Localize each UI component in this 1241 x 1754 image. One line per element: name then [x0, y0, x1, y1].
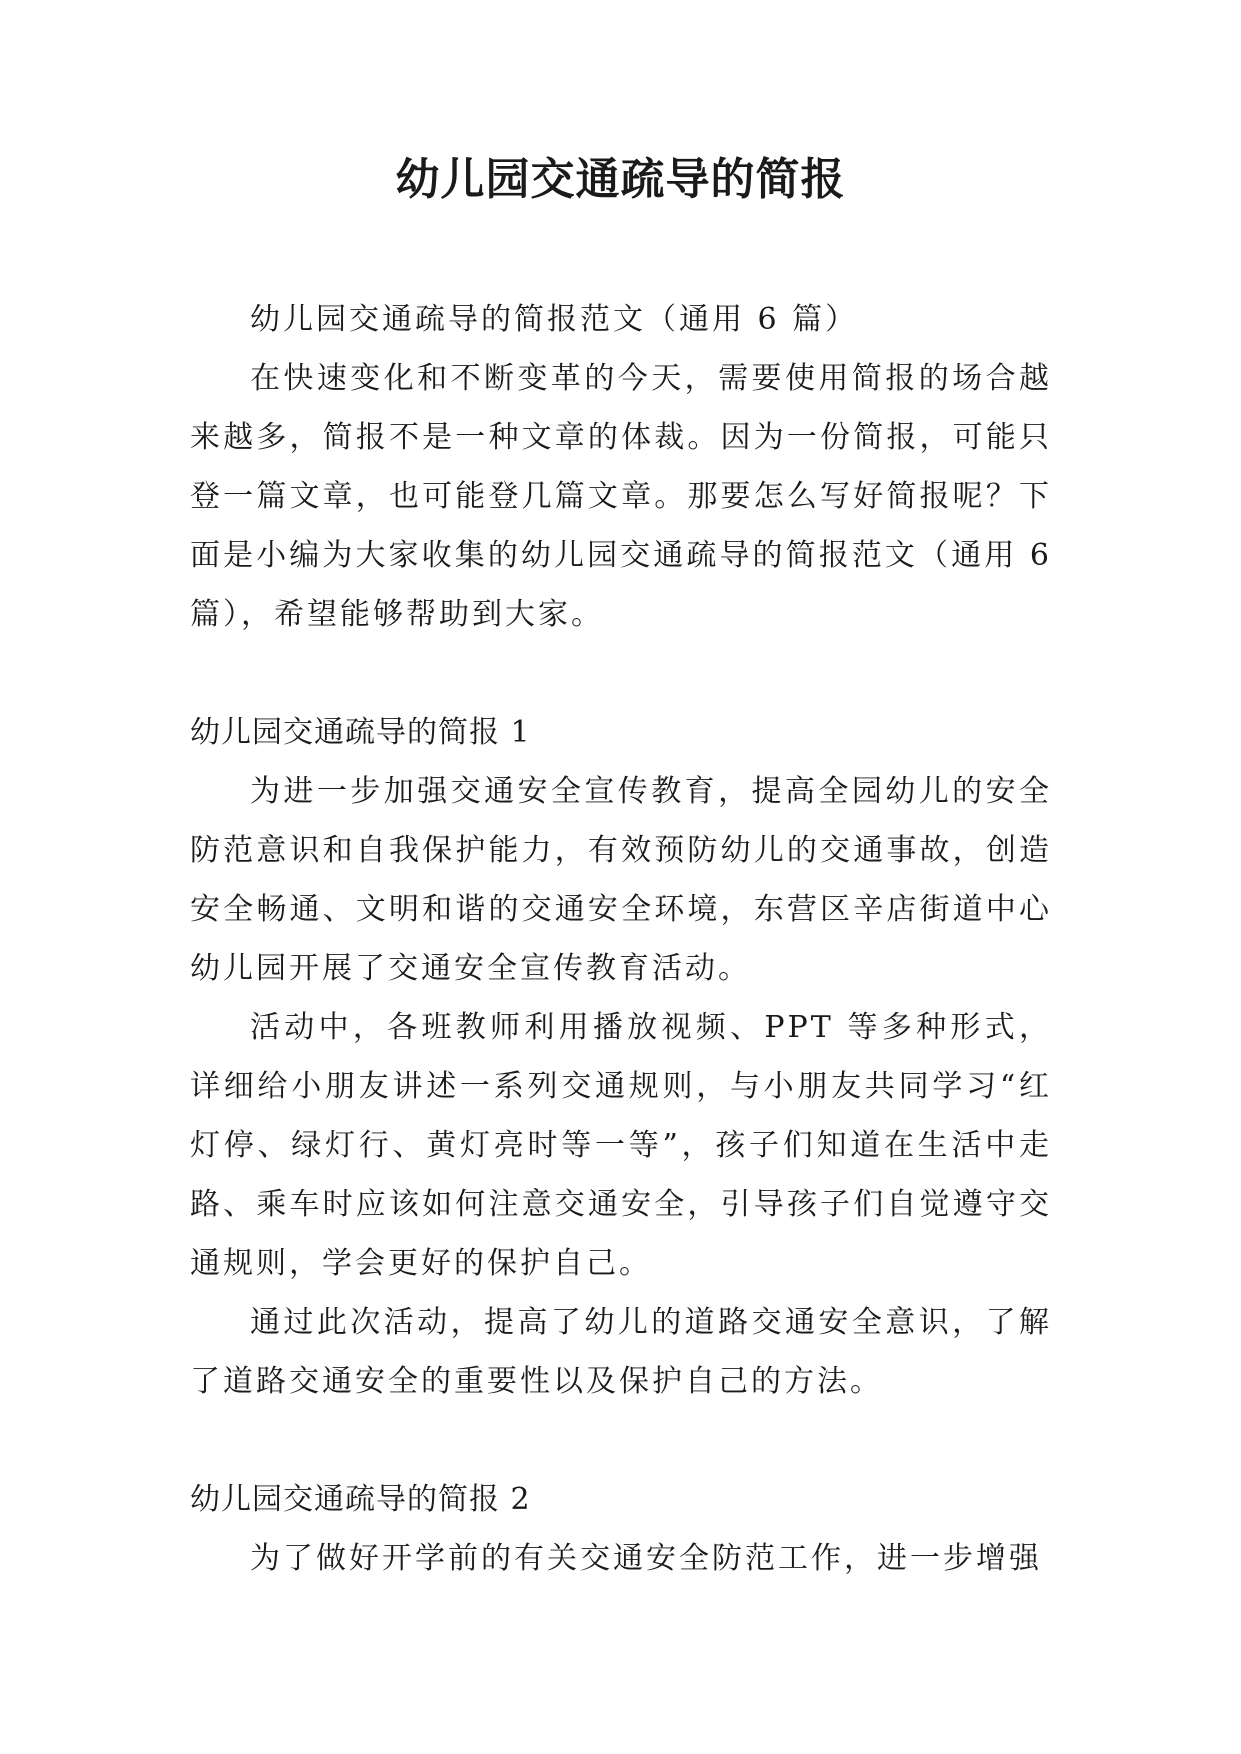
section-2-heading: 幼儿园交通疏导的简报 2: [190, 1482, 531, 1517]
document-body: [190, 290, 1052, 1588]
intro-subtitle: 幼儿园交通疏导的简报范文（通用 6 篇）: [250, 302, 859, 337]
intro-paragraph: 在快速变化和不断变革的今天，需要使用简报的场合越来越多，简报不是一种文章的体裁。因为一份简报，可能只登一篇文章，也可能登几篇文章。那要怎么写好简报呢？下面是小编为大家收集的幼儿园交通疏导的简报范文（通用 6 篇），希望能够帮助到大家。: [190, 361, 1052, 632]
section-1-heading: 幼儿园交通疏导的简报 1: [190, 715, 531, 750]
section-spacer: [190, 1411, 1052, 1470]
document-title: 幼儿园交通疏导的简报: [395, 154, 846, 205]
section-1-paragraph: 为进一步加强交通安全宣传教育，提高全园幼儿的安全防范意识和自我保护能力，有效预防幼儿的交通事故，创造安全畅通、文明和谐的交通安全环境，东营区辛店街道中心幼儿园开展了交通安全宣传教育活动。: [190, 774, 1052, 986]
section-2-paragraph: 为了做好开学前的有关交通安全防范工作，进一步增强: [250, 1541, 1042, 1576]
section-spacer: [190, 644, 1052, 703]
section-1-paragraph: 活动中，各班教师利用播放视频、PPT 等多种形式，详细给小朋友讲述一系列交通规则，与小朋友共同学习“红灯停、绿灯行、黄灯亮时等一等”，孩子们知道在生活中走路、乘车时应该如何注意交通安全，引导孩子们自觉遵守交通规则，学会更好的保护自己。: [190, 1010, 1052, 1281]
section-1-paragraph: 通过此次活动，提高了幼儿的道路交通安全意识，了解了道路交通安全的重要性以及保护自己的方法。: [190, 1305, 1052, 1399]
